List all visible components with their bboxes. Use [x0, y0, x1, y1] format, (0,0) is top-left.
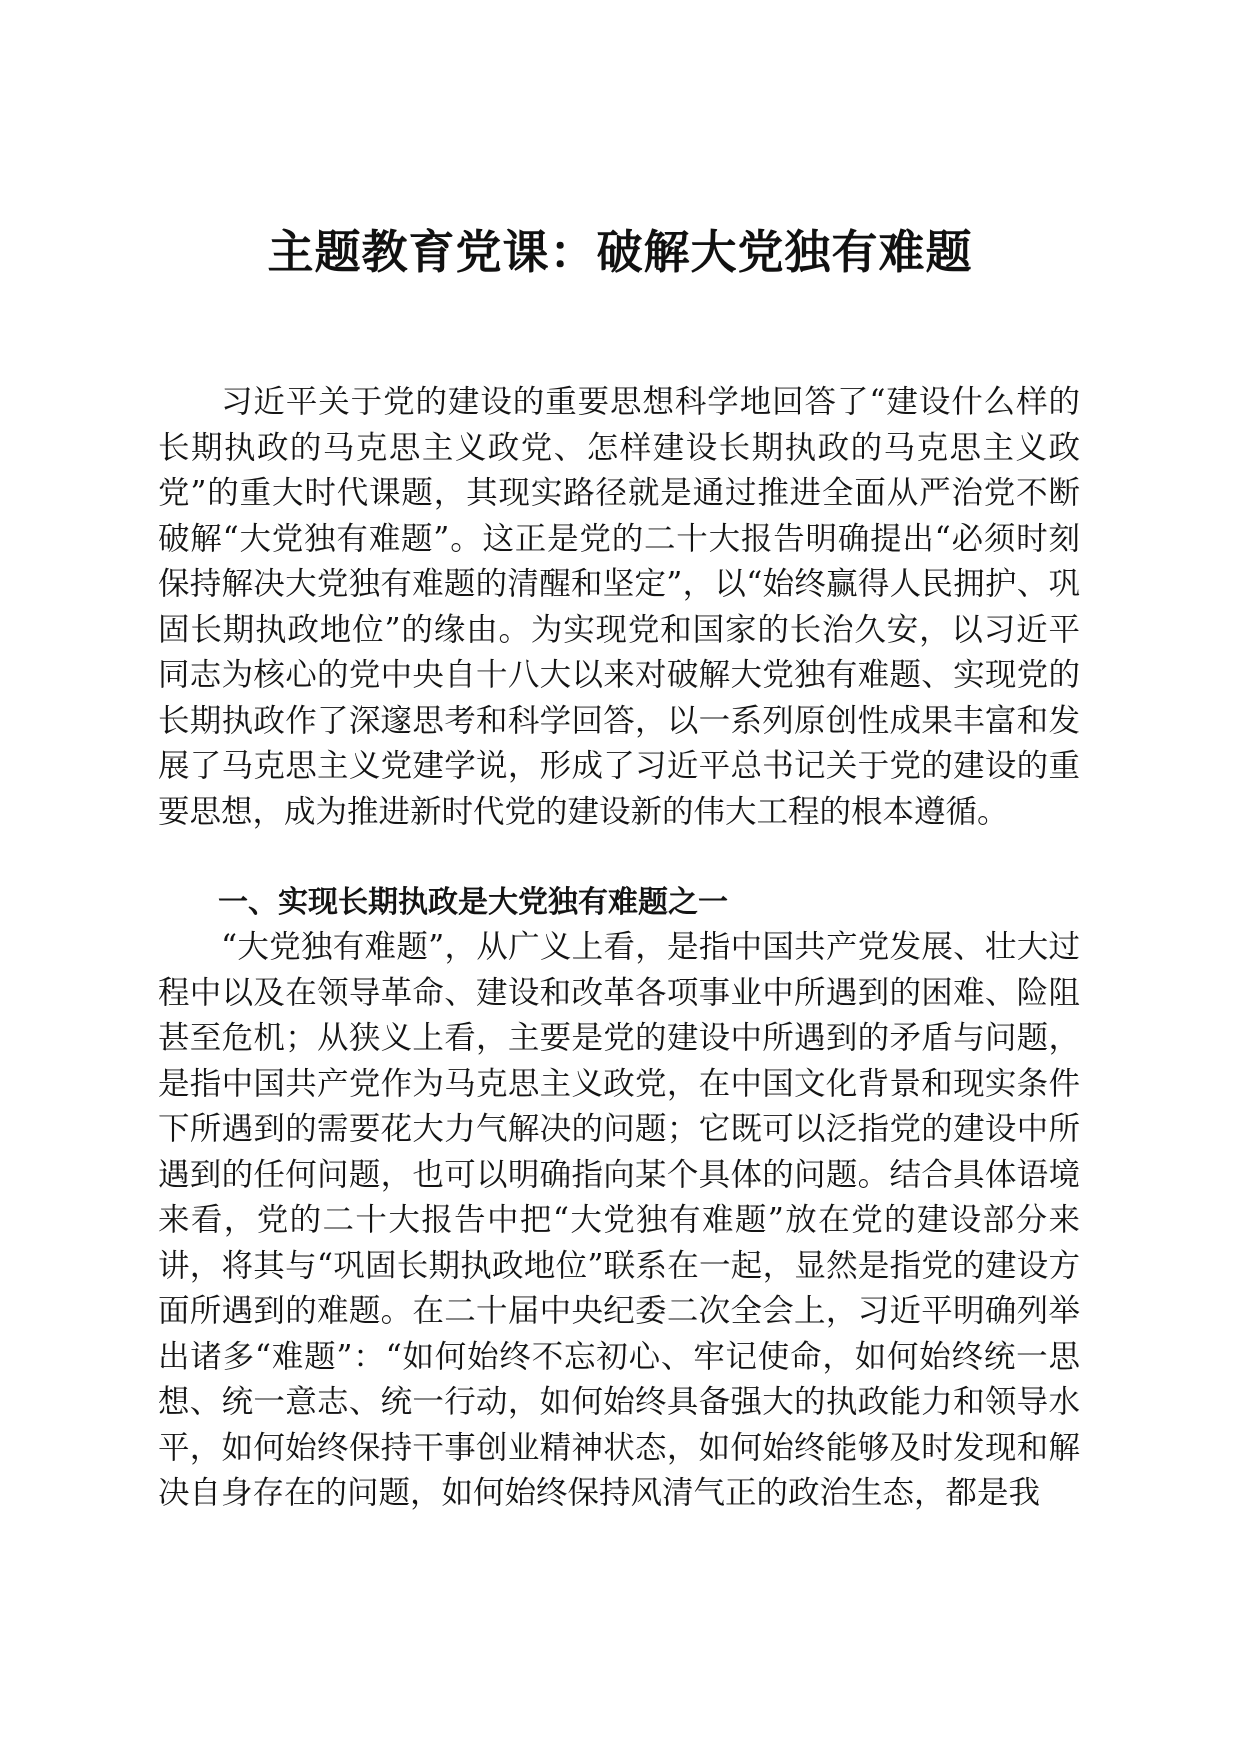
- intro-paragraph: 习近平关于党的建设的重要思想科学地回答了“建设什么样的长期执政的马克思主义政党、怎样建设长期执政的马克思主义政党”的重大时代课题，其现实路径就是通过推进全面从严治党不断破解“大党独有难题”。这正是党的二十大报告明确提出“必须时刻保持解决大党独有难题的清醒和坚定”，以“始终赢得人民拥护、巩固长期执政地位”的缘由。为实现党和国家的长治久安，以习近平同志为核心的党中央自十八大以来对破解大党独有难题、实现党的长期执政作了深邃思考和科学回答，以一系列原创性成果丰富和发展了马克思主义党建学说，形成了习近平总书记关于党的建设的重要思想，成为推进新时代党的建设新的伟大工程的根本遵循。: [158, 384, 1080, 830]
- section-paragraph: “大党独有难题”，从广义上看，是指中国共产党发展、壮大过程中以及在领导革命、建设和改革各项事业中所遇到的困难、险阻甚至危机；从狭义上看，主要是党的建设中所遇到的矛盾与问题，是指中国共产党作为马克思主义政党，在中国文化背景和现实条件下所遇到的需要花大力气解决的问题；它既可以泛指党的建设中所遇到的任何问题，也可以明确指向某个具体的问题。结合具体语境来看，党的二十大报告中把“大党独有难题”放在党的建设部分来讲，将其与“巩固长期执政地位”联系在一起，显然是指党的建设方面所遇到的难题。在二十届中央纪委二次全会上，习近平明确列举出诸多“难题”：“如何始终不忘初心、牢记使命，如何始终统一思想、统一意志、统一行动，如何始终具备强大的执政能力和领导水平，如何始终保持干事创业精神状态，如何始终能够及时发现和解决自身存在的问题，如何始终保持风清气正的政治生态，都是我: [158, 929, 1080, 1511]
- document-title: 主题教育党课：破解大党独有难题: [267, 225, 973, 279]
- section-heading: 一、实现长期执政是大党独有难题之一: [218, 885, 728, 920]
- intro-paragraph-block: [158, 380, 1080, 835]
- section-heading-block: [158, 880, 1080, 926]
- section-paragraph-block: [158, 925, 1080, 1517]
